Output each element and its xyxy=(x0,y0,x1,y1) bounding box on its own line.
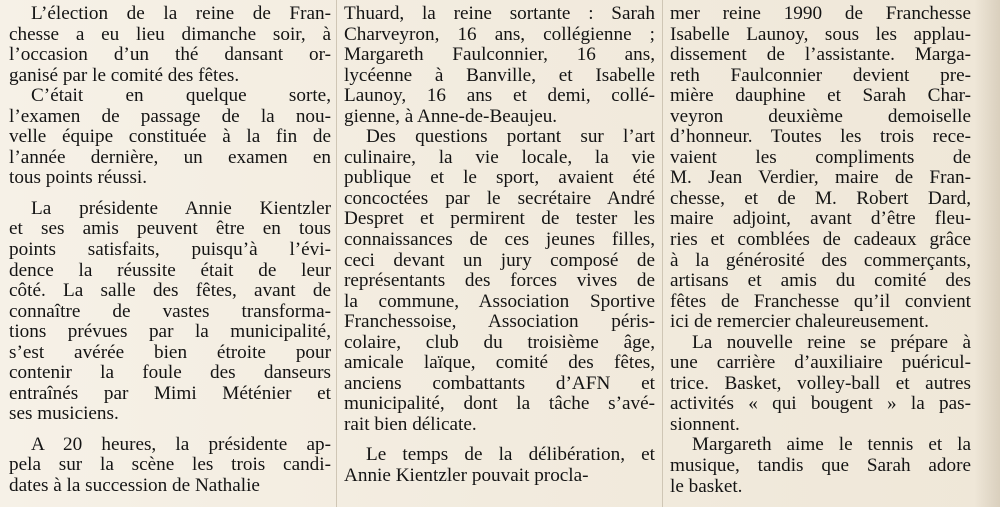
text-line: veyron deuxième demoiselle xyxy=(670,105,971,127)
text-line: vaient les compliments de xyxy=(670,146,971,168)
text-line: Thuard, la reine sortante : Sarah xyxy=(344,3,655,24)
text-line: Isabelle Launoy, sous les applau- xyxy=(670,23,971,45)
text-line: et ses amis peuvent être en tous xyxy=(9,218,331,240)
text-line: dence la réussite était de leur xyxy=(9,259,331,281)
text-line: pela sur la scène les trois candi- xyxy=(9,454,331,476)
text-line: velle équipe constituée à la fin de xyxy=(9,126,331,148)
text-line: gienne, à Anne-de-Beaujeu. xyxy=(344,105,558,127)
text-line: tous points réussi. xyxy=(9,167,148,189)
text-line: ceci devant un jury composé de xyxy=(344,249,655,271)
text-line: Margareth aime le tennis et la xyxy=(692,434,971,456)
text-line: anciens combattants d’AFN et xyxy=(344,372,655,394)
text-line: dissement de l’assistante. Marga- xyxy=(670,44,971,66)
text-line: s’est avérée bien étroite pour xyxy=(9,341,331,363)
text-line: la commune, Association Sportive xyxy=(344,290,655,312)
text-line: mière dauphine et Sarah Char- xyxy=(670,85,971,107)
text-line: contenir la foule des danseurs xyxy=(9,362,331,384)
text-line: dates à la succession de Nathalie xyxy=(9,475,260,497)
article-paragraph xyxy=(670,435,971,497)
text-line: publique et le sport, avaient été xyxy=(344,167,655,189)
text-line: M. Jean Verdier, maire de Fran- xyxy=(670,167,971,189)
text-line: Charveyron, 16 ans, collégienne ; xyxy=(344,23,655,45)
text-line: Margareth Faulconnier, 16 ans, xyxy=(344,44,655,66)
text-line: côté. La salle des fêtes, avant de xyxy=(9,280,331,302)
article-paragraph xyxy=(670,4,971,333)
text-line: ganisé par le comité des fêtes. xyxy=(9,64,240,86)
article-paragraph xyxy=(9,86,331,189)
text-column-2 xyxy=(344,0,655,487)
text-line: culinaire, la vie locale, la vie xyxy=(344,146,655,168)
text-line: maire adjoint, avant d’être fleu- xyxy=(670,208,971,230)
text-column-3 xyxy=(670,0,971,497)
text-line: C’était en quelque sorte, xyxy=(31,85,331,107)
page-edge-shadow xyxy=(974,0,1000,507)
text-line: artisans et amis du comité des xyxy=(670,270,971,292)
text-line: rait bien délicate. xyxy=(344,413,477,435)
text-line: concoctées par le secrétaire André xyxy=(344,187,655,209)
article-paragraph xyxy=(9,199,331,425)
text-line: colaire, club du troisième âge, xyxy=(344,331,655,353)
text-line: chesse a eu lieu dimanche soir, à xyxy=(9,23,331,45)
text-line: Launoy, 16 ans et demi, collé- xyxy=(344,85,655,107)
text-line: une carrière d’auxiliaire puéricul- xyxy=(670,352,971,374)
article-paragraph xyxy=(9,435,331,497)
column-divider xyxy=(662,0,663,507)
text-line: ici de remercier chaleureusement. xyxy=(670,311,929,333)
article-paragraph xyxy=(9,4,331,86)
text-line: connaissances de ces jeunes filles, xyxy=(344,229,655,251)
text-line: le basket. xyxy=(670,475,743,497)
text-line: activités « qui bougent » la pas- xyxy=(670,393,971,415)
article-paragraph xyxy=(344,445,655,486)
text-line: sionnent. xyxy=(670,413,740,435)
text-line: l’année dernière, un examen en xyxy=(9,146,331,168)
text-line: Le temps de la délibération, et xyxy=(366,444,655,466)
text-line: Franchessoise, Association péris- xyxy=(344,311,655,333)
text-line: tions prévues par la municipalité, xyxy=(9,321,331,343)
text-line: reth Faulconnier devient pre- xyxy=(670,64,971,86)
text-line: l’examen de passage de la nou- xyxy=(9,105,331,127)
column-divider xyxy=(336,0,337,507)
text-line: connaître de vastes transforma- xyxy=(9,300,331,322)
text-line: l’occasion d’un thé dansant or- xyxy=(9,44,331,66)
text-line: A 20 heures, la présidente ap- xyxy=(31,433,331,455)
text-line: fêtes de Franchesse qu’il convient xyxy=(670,290,971,312)
text-column-1 xyxy=(9,0,331,497)
text-line: d’honneur. Toutes les trois rece- xyxy=(670,126,971,148)
text-line: représentants des forces vives de xyxy=(344,270,655,292)
text-line: lycéenne à Banville, et Isabelle xyxy=(344,64,655,86)
text-line: La présidente Annie Kientzler xyxy=(31,197,331,219)
text-line: Despret et permirent de tester les xyxy=(344,208,655,230)
text-line: à la générosité des commerçants, xyxy=(670,249,971,271)
text-line: Annie Kientzler pouvait procla- xyxy=(344,465,589,487)
text-line: L’élection de la reine de Fran- xyxy=(31,3,331,24)
text-line: trice. Basket, volley-ball et autres xyxy=(670,372,971,394)
article-paragraph xyxy=(344,4,655,127)
text-line: ries et comblées de cadeaux grâce xyxy=(670,229,971,251)
text-line: municipalité, dont la tâche s’avé- xyxy=(344,393,655,415)
text-line: ses musiciens. xyxy=(9,403,119,425)
text-line: musique, tandis que Sarah adore xyxy=(670,455,971,477)
text-line: mer reine 1990 de Franchesse xyxy=(670,3,971,24)
article-paragraph xyxy=(344,127,655,435)
text-line: entraînés par Mimi Méténier et xyxy=(9,382,331,404)
text-line: Des questions portant sur l’art xyxy=(366,126,655,148)
text-line: points satisfaits, puisqu’à l’évi- xyxy=(9,239,331,261)
text-line: chesse, et de M. Robert Dard, xyxy=(670,187,971,209)
text-line: La nouvelle reine se prépare à xyxy=(692,331,971,353)
article-paragraph xyxy=(670,333,971,436)
text-line: amicale laïque, comité des fêtes, xyxy=(344,352,655,374)
